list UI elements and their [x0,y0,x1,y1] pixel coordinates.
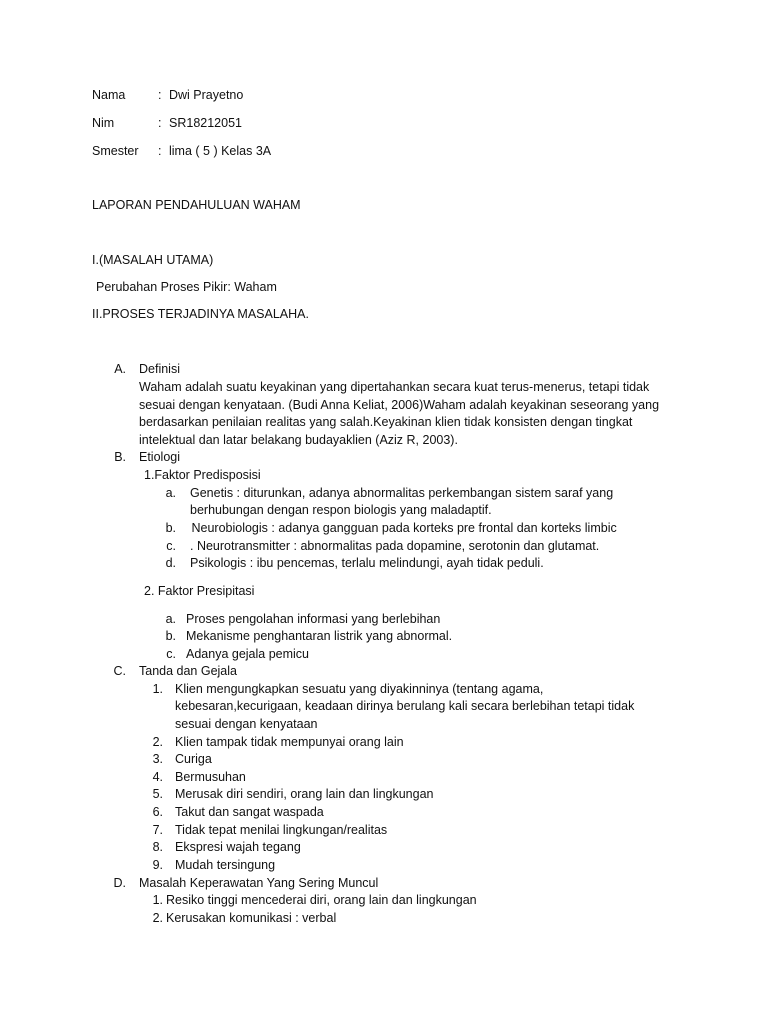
section-1-subtitle: Perubahan Proses Pikir: Waham [96,280,277,294]
list-marker: 3. [152,752,163,766]
definition-line: Waham adalah suatu keyakinan yang dipertahankan secara kuat terus-menerus, tetapi tidak [139,380,650,394]
presipitasi-heading: 2. Faktor Presipitasi [144,584,255,598]
list-item: Klien mengungkapkan sesuatu yang diyakinninya (tentang agama, [175,682,544,696]
list-marker: 5. [152,787,163,801]
list-marker: b. [165,629,176,643]
list-item: Takut dan sangat waspada [175,805,324,819]
nim-value: SR18212051 [169,116,242,130]
section-b-title: Etiologi [139,450,180,464]
nama-colon: : [158,88,162,102]
definition-line: intelektual dan latar belakang budayaklien (Aziz R, 2003). [139,433,458,447]
list-item: Proses pengolahan informasi yang berlebihan [186,612,441,626]
list-item: . Neurotransmitter : abnormalitas pada dopamine, serotonin dan glutamat. [190,539,600,553]
section-a-title: Definisi [139,362,180,376]
list-item-continuation: berhubungan dengan respon biologis yang maladaptif. [190,503,492,517]
list-item: Mudah tersingung [175,858,276,872]
section-1-heading: I.(MASALAH UTAMA) [92,253,214,267]
list-marker: C. [113,664,126,678]
list-item: Neurobiologis : adanya gangguan pada korteks pre frontal dan korteks limbic [188,521,617,535]
list-marker: c. [166,647,176,661]
list-item: Curiga [175,752,212,766]
list-marker: 1. [152,682,163,696]
list-item: Merusak diri sendiri, orang lain dan lingkungan [175,787,434,801]
list-marker: D. [113,876,126,890]
list-marker: B. [114,450,126,464]
list-marker: a. [165,612,176,626]
predisposisi-heading: 1.Faktor Predisposisi [144,468,261,482]
list-marker: d. [165,556,176,570]
section-c-title: Tanda dan Gejala [139,664,237,678]
smester-label: Smester [92,144,139,158]
list-item: Tidak tepat menilai lingkungan/realitas [175,823,388,837]
list-marker: 6. [152,805,163,819]
list-item-continuation: sesuai dengan kenyataan [175,717,318,731]
nim-label: Nim [92,116,115,130]
list-marker: 8. [152,840,163,854]
list-marker: 9. [152,858,163,872]
section-2-heading: II.PROSES TERJADINYA MASALAHA. [92,307,309,321]
list-marker: A. [114,362,126,376]
list-marker: b. [165,521,176,535]
list-item: Bermusuhan [175,770,246,784]
list-marker: 1. [152,893,163,907]
list-item: Mekanisme penghantaran listrik yang abnormal. [186,629,453,643]
nim-colon: : [158,116,162,130]
list-item-continuation: kebesaran,kecurigaan, keadaan dirinya berulang kali secara berlebihan tetapi tidak [175,699,635,713]
list-item: Genetis : diturunkan, adanya abnormalitas perkembangan sistem saraf yang [190,486,614,500]
list-marker: 4. [152,770,163,784]
list-item: Klien tampak tidak mempunyai orang lain [175,735,404,749]
list-item: Adanya gejala pemicu [186,647,309,661]
nama-label: Nama [92,88,126,102]
document-title: LAPORAN PENDAHULUAN WAHAM [92,198,301,212]
list-marker: 2. [152,735,163,749]
section-d-title: Masalah Keperawatan Yang Sering Muncul [139,876,379,890]
list-item: Resiko tinggi mencederai diri, orang lain dan lingkungan [166,893,477,907]
smester-value: lima ( 5 ) Kelas 3A [169,144,272,158]
nama-value: Dwi Prayetno [169,88,244,102]
list-marker: c. [166,539,176,553]
definition-line: sesuai dengan kenyataan. (Budi Anna Keliat, 2006)Waham adalah keyakinan seseorang yang [139,398,660,412]
list-marker: 2. [152,911,163,925]
list-marker: a. [165,486,176,500]
list-marker: 7. [152,823,163,837]
list-item: Kerusakan komunikasi : verbal [166,911,337,925]
definition-line: berdasarkan penilaian realitas yang salah.Keyakinan klien tidak konsisten dengan tingkat [139,415,633,429]
list-item: Ekspresi wajah tegang [175,840,301,854]
smester-colon: : [158,144,162,158]
list-item: Psikologis : ibu pencemas, terlalu melindungi, ayah tidak peduli. [190,556,544,570]
